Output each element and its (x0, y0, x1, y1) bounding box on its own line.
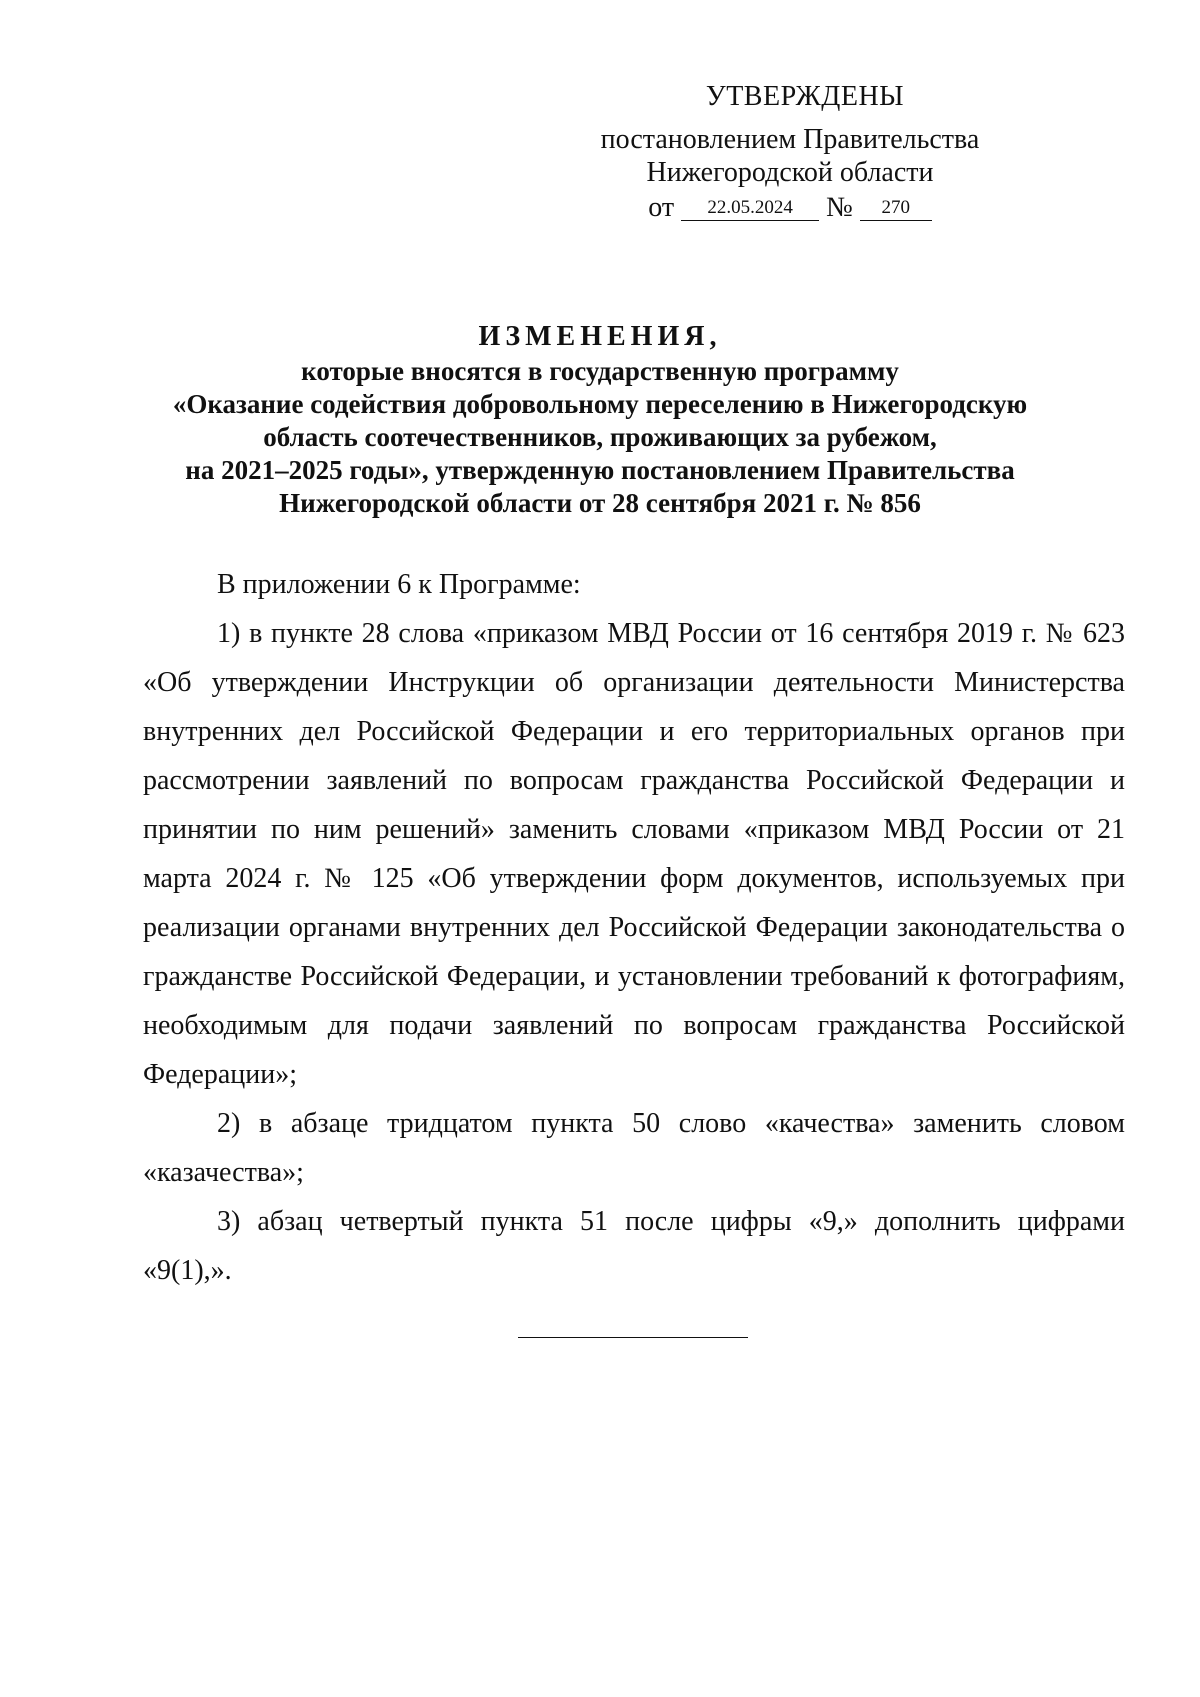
title-line: на 2021–2025 годы», утвержденную постановлением Правительства (185, 455, 1015, 485)
from-label: от (648, 192, 675, 223)
approval-stamp (580, 80, 1000, 224)
body-paragraph-item-2: 2) в абзаце тридцатом пункта 50 слово «качества» заменить словом «казачества»; (143, 1108, 1125, 1188)
body-paragraph-item-3: 3) абзац четвертый пункта 51 после цифры «9,» дополнить цифрами «9(1),». (143, 1206, 1125, 1286)
title-heading: ИЗМЕНЕНИЯ, (478, 321, 722, 352)
title-line: Нижегородской области от 28 сентября 2021 г. № 856 (279, 488, 921, 518)
document-body (143, 560, 1125, 1295)
approval-line-2: Нижегородской области (646, 157, 934, 188)
approval-line-1: постановлением Правительства (600, 124, 980, 155)
title-line: область соотечественников, проживающих за рубежом, (263, 422, 937, 452)
title-line: «Оказание содействия добровольному переселению в Нижегородскую (172, 389, 1028, 419)
document-title (100, 320, 1100, 520)
title-line: которые вносятся в государственную программу (301, 356, 899, 386)
approval-number: 270 (860, 196, 932, 221)
approval-date-line (580, 191, 1000, 224)
body-paragraph-item-1: 1) в пункте 28 слова «приказом МВД России от 16 сентября 2019 г. № 623 «Об утверждении Инструкции об организации деятельности Министерства внутренних дел Российской Федерации и его территориальных органов при рассмотрении заявлений по вопросам гражданства Российской Федерации и принятии по ним решений» заменить словами «приказом МВД России от 21 марта 2024 г. № 125 «Об утверждении форм документов, используемых при реализации органами внутренних дел Российской Федерации законодательства о гражданстве Российской Федерации, и установлении требований к фотографиям, необходимым для подачи заявлений по вопросам гражданства Российской Федерации»; (143, 618, 1125, 1090)
approval-date: 22.05.2024 (681, 196, 819, 221)
body-paragraph-intro: В приложении 6 к Программе: (217, 569, 581, 600)
approved-label: УТВЕРЖДЕНЫ (705, 81, 905, 112)
number-sign: № (826, 192, 853, 223)
end-divider (518, 1337, 748, 1338)
